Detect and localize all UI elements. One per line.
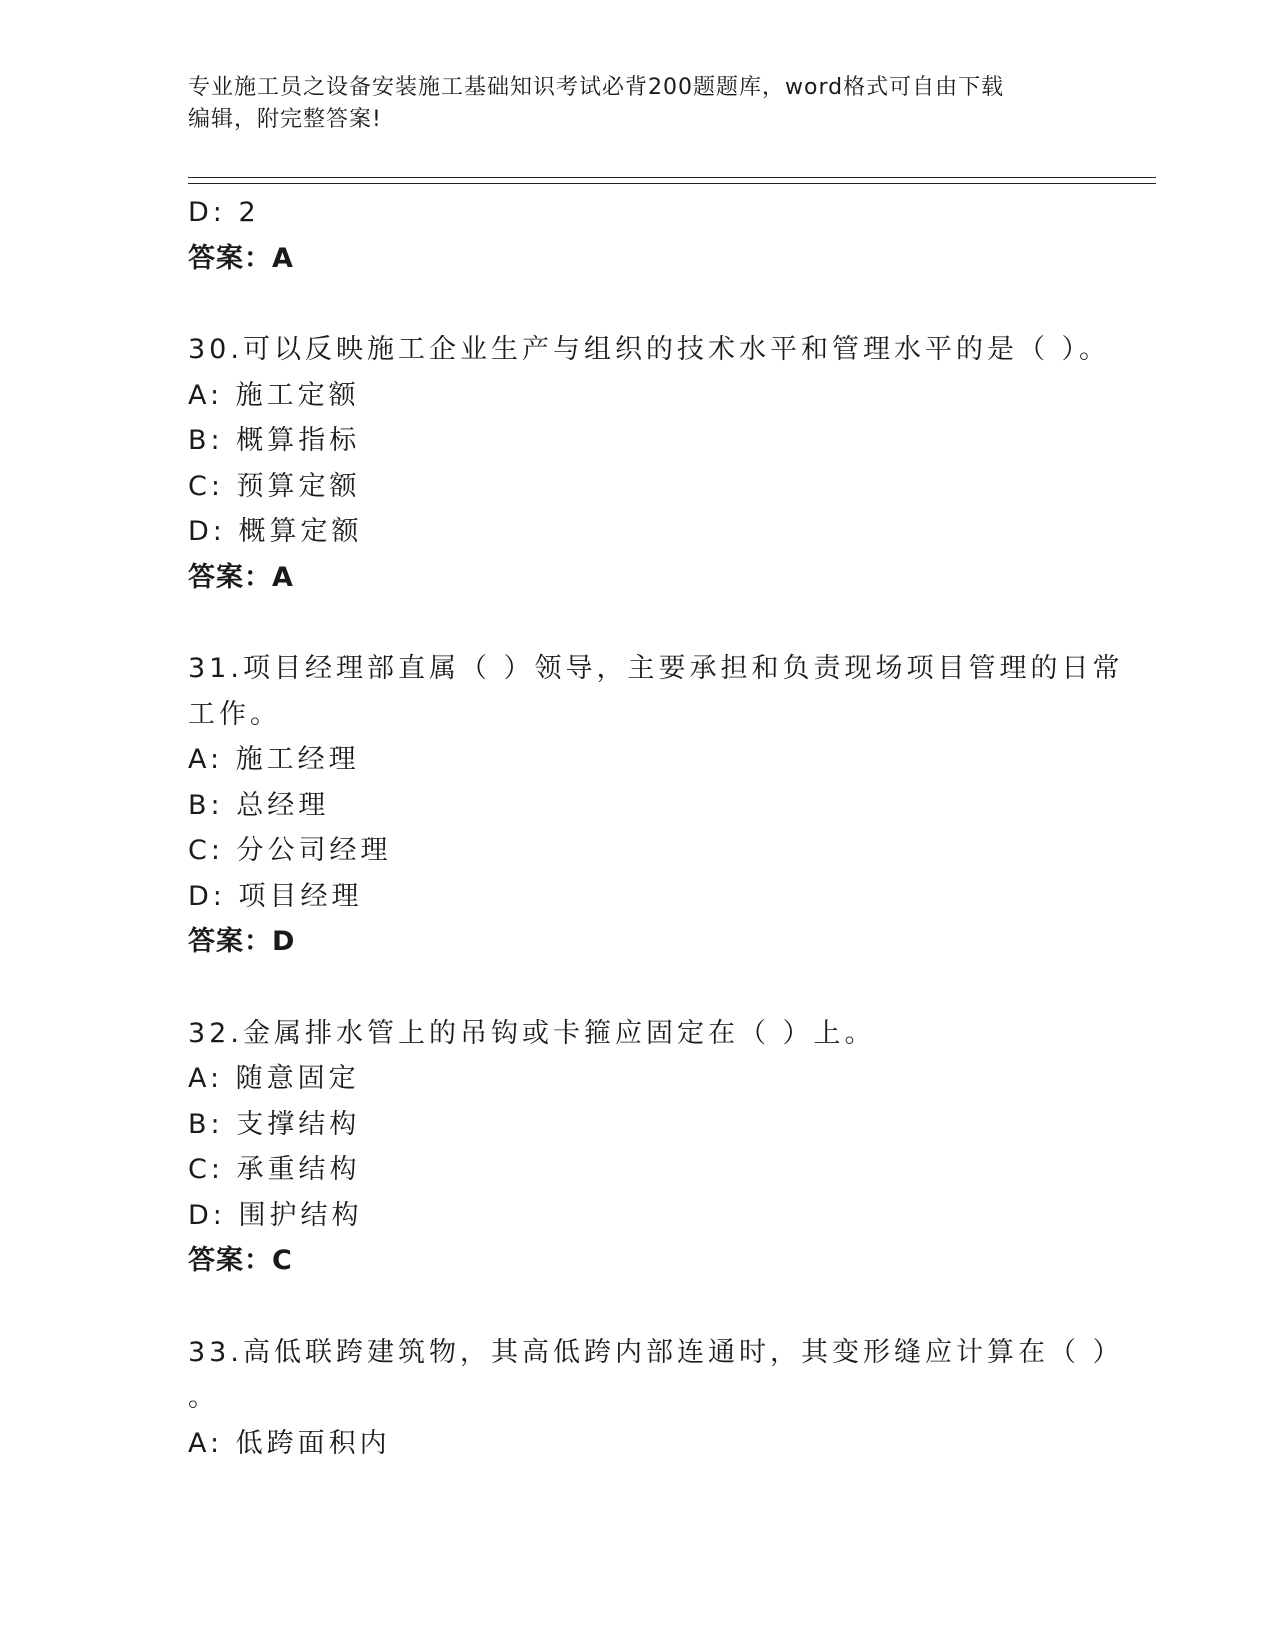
question-33	[188, 1330, 1124, 1467]
spacer	[188, 600, 1088, 646]
spacer	[188, 1284, 1088, 1330]
spacer	[188, 281, 1088, 327]
question-stem: 32.金属排水管上的吊钩或卡箍应固定在（ ）上。	[188, 1017, 876, 1049]
answer: 答案：D	[188, 926, 296, 957]
option-d: D: 2	[188, 197, 260, 228]
option-d: D: 围护结构	[188, 1199, 363, 1231]
spacer	[188, 965, 1088, 1011]
question-31	[188, 646, 1124, 965]
option-a: A: 施工定额	[188, 379, 360, 411]
option-c: C: 分公司经理	[188, 835, 392, 866]
answer: 答案：C	[188, 1245, 293, 1276]
question-30	[188, 327, 1111, 600]
question-stem-line-1: 33.高低联跨建筑物，其高低跨内部连通时，其变形缝应计算在（ ）	[188, 1336, 1124, 1368]
header-divider-top	[188, 177, 1156, 178]
header-line-1: 专业施工员之设备安装施工基础知识考试必背200题题库，word格式可自由下载	[188, 75, 1005, 100]
option-a: A: 随意固定	[188, 1063, 360, 1094]
option-c: C: 预算定额	[188, 470, 361, 502]
option-d: D: 概算定额	[188, 516, 363, 547]
answer: 答案：A	[188, 242, 294, 274]
header-line-2: 编辑，附完整答案!	[188, 107, 382, 132]
option-d: D: 项目经理	[188, 880, 363, 912]
header-divider-bottom	[188, 183, 1156, 184]
question-list	[188, 190, 1124, 1466]
answer: 答案：A	[188, 561, 294, 593]
option-c: C: 承重结构	[188, 1154, 361, 1185]
document-header	[188, 72, 1088, 136]
option-a: A: 施工经理	[188, 744, 360, 775]
option-b: B: 总经理	[188, 789, 330, 821]
option-a: A: 低跨面积内	[188, 1427, 391, 1459]
question-stem-line-2: 。	[188, 1382, 219, 1413]
question-32	[188, 1011, 1088, 1284]
question-stem-line-1: 31.项目经理部直属（ ）领导，主要承担和负责现场项目管理的日常	[188, 653, 1124, 684]
option-b: B: 支撑结构	[188, 1108, 361, 1140]
question-29	[188, 190, 1088, 281]
option-b: B: 概算指标	[188, 425, 361, 456]
question-stem: 30.可以反映施工企业生产与组织的技术水平和管理水平的是（ ）。	[188, 334, 1111, 365]
question-stem-line-2: 工作。	[188, 698, 281, 730]
